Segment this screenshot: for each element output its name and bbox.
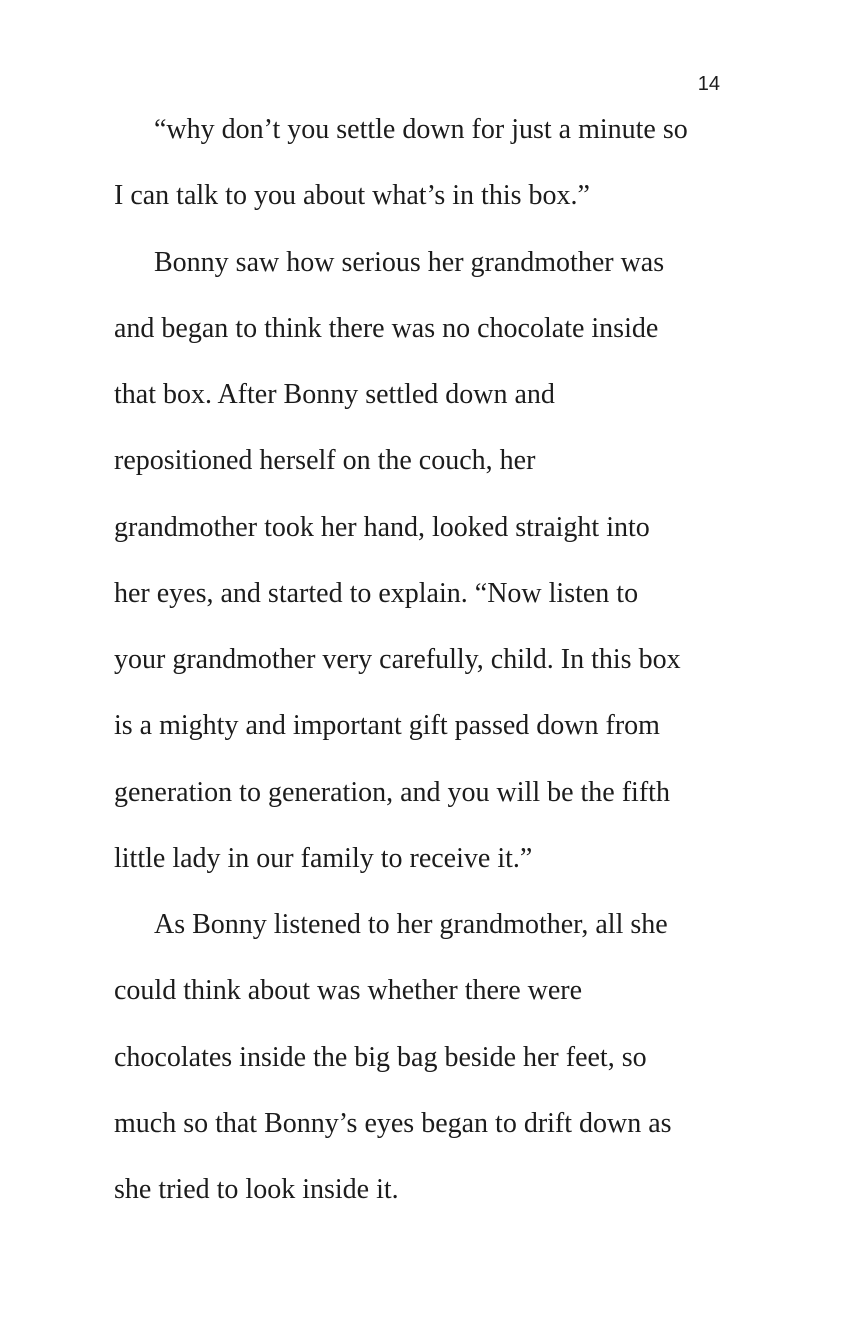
text-line: and began to think there was no chocolate inside xyxy=(114,312,659,344)
text-line: grandmother took her hand, looked straight into xyxy=(114,511,650,543)
text-line: generation to generation, and you will be the fifth xyxy=(114,776,670,808)
paragraph xyxy=(114,230,814,893)
text-line: chocolates inside the big bag beside her feet, so xyxy=(114,1041,647,1073)
text-line: her eyes, and started to explain. “Now listen to xyxy=(114,577,639,609)
paragraph xyxy=(114,892,814,1223)
text-line: repositioned herself on the couch, her xyxy=(114,445,536,477)
text-line: could think about was whether there were xyxy=(114,975,583,1007)
text-line: I can talk to you about what’s in this box.” xyxy=(114,180,590,212)
paragraph xyxy=(114,97,814,230)
text-line: that box. After Bonny settled down and xyxy=(114,379,555,410)
text-line: little lady in our family to receive it.” xyxy=(114,842,533,874)
text-line: she tried to look inside it. xyxy=(114,1174,399,1205)
page-body-text xyxy=(114,97,814,1223)
text-line: As Bonny listened to her grandmother, all she xyxy=(154,909,668,940)
page-number: 14 xyxy=(697,73,720,95)
text-line: much so that Bonny’s eyes began to drift down as xyxy=(114,1107,672,1139)
text-line: is a mighty and important gift passed down from xyxy=(114,710,660,742)
text-line: Bonny saw how serious her grandmother was xyxy=(154,246,665,278)
text-line: “why don’t you settle down for just a minute so xyxy=(154,114,688,145)
text-line: your grandmother very carefully, child. In this box xyxy=(114,644,681,675)
